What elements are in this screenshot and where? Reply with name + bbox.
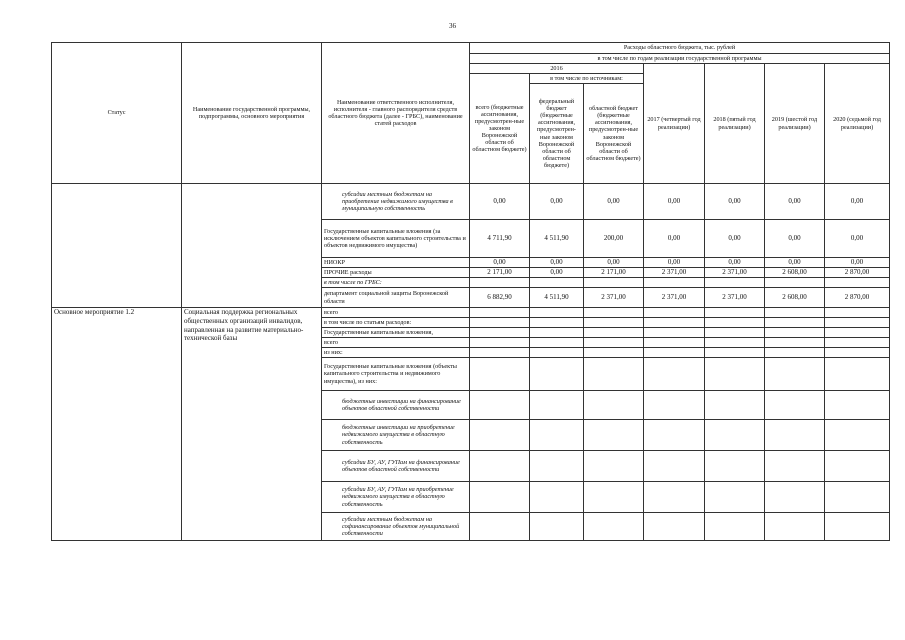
empty-cell <box>530 278 584 288</box>
value-cell: 2 171,00 <box>470 268 530 278</box>
header-2018: 2018 (пятый год реализации) <box>705 64 765 184</box>
section-item: всего <box>322 308 470 318</box>
value-cell: 0,00 <box>530 268 584 278</box>
value-cell: 2 608,00 <box>765 268 825 278</box>
value-cell: 0,00 <box>705 220 765 258</box>
value-cell: 2 371,00 <box>705 288 765 308</box>
empty-cell <box>470 278 530 288</box>
value-cell: 0,00 <box>825 258 890 268</box>
row-label: НИОКР <box>322 258 470 268</box>
value-cell: 0,00 <box>765 258 825 268</box>
empty-cell <box>644 278 705 288</box>
value-cell: 0,00 <box>644 184 705 220</box>
value-cell: 2 171,00 <box>584 268 644 278</box>
section-item: в том числе по статьям расходов: <box>322 318 470 328</box>
header-expenses: Расходы областного бюджета, тыс. рублей <box>470 43 890 54</box>
value-cell: 0,00 <box>470 258 530 268</box>
value-cell: 0,00 <box>584 258 644 268</box>
value-cell: 0,00 <box>530 258 584 268</box>
value-cell: 0,00 <box>825 220 890 258</box>
row-label: в том числе по ГРБС: <box>322 278 470 288</box>
section-item: субсидии местным бюджетам на софинансирование объектов муниципальной собственности <box>322 513 470 541</box>
row-label: ПРОЧИЕ расходы <box>322 268 470 278</box>
section-item: Государственные капитальные вложения (объекты капитального строительства и недвижимого имущества), из них: <box>322 358 470 391</box>
header-2019: 2019 (шестой год реализации) <box>765 64 825 184</box>
value-cell: 2 870,00 <box>825 268 890 278</box>
value-cell: 0,00 <box>530 184 584 220</box>
value-cell: 4 511,90 <box>530 220 584 258</box>
section-item: бюджетные инвестиции на финансирование объектов областной собственности <box>322 391 470 420</box>
budget-table <box>51 42 890 541</box>
header-total: всего (бюджетные ассигнования, предусмотрен-ные законом Воронежской области об областном бюджете) <box>470 74 530 184</box>
status-cell-empty <box>52 184 182 308</box>
page-number: 36 <box>449 22 456 30</box>
value-cell: 2 608,00 <box>765 288 825 308</box>
row-label: департамент социальной защиты Воронежской области <box>322 288 470 308</box>
value-cell: 2 371,00 <box>644 268 705 278</box>
header-status: Статус <box>52 43 182 184</box>
header-federal: федеральный бюджет (бюджетные ассигнования, предусмотрен-ные законом Воронежской области об областном бюджете) <box>530 84 584 184</box>
header-by-years: в том числе по годам реализации государственной программы <box>470 54 890 64</box>
empty-cell <box>584 278 644 288</box>
empty-cell <box>825 278 890 288</box>
section-item: субсидии БУ, АУ, ГУПам на приобретение недвижимого имущества в областную собственность <box>322 482 470 513</box>
header-regional: областной бюджет (бюджетные ассигнования, предусмотрен-ные законом Воронежской области об областном бюджете) <box>584 84 644 184</box>
header-responsible: Наименование ответственного исполнителя, исполнителя - главного распорядителя средств областного бюджета (далее - ГРБС), наименование статей расходов <box>322 43 470 184</box>
value-cell: 0,00 <box>765 184 825 220</box>
value-cell: 2 371,00 <box>705 268 765 278</box>
section-item: Государственные капитальные вложения, <box>322 328 470 338</box>
empty-cell <box>765 278 825 288</box>
header-2020: 2020 (седьмой год реализации) <box>825 64 890 184</box>
value-cell: 0,00 <box>825 184 890 220</box>
section-item: субсидии БУ, АУ, ГУПам на финансирование объектов областной собственности <box>322 451 470 482</box>
section-status: Основное мероприятие 1.2 <box>52 308 182 541</box>
value-cell: 0,00 <box>644 220 705 258</box>
value-cell: 0,00 <box>584 184 644 220</box>
empty-cell <box>705 278 765 288</box>
header-year-2016: 2016 <box>470 64 644 74</box>
value-cell: 4 711,90 <box>470 220 530 258</box>
value-cell: 2 371,00 <box>584 288 644 308</box>
value-cell: 6 882,90 <box>470 288 530 308</box>
section-item: бюджетные инвестиции на приобретение недвижимого имущества в областную собственность <box>322 420 470 451</box>
value-cell: 0,00 <box>705 258 765 268</box>
value-cell: 0,00 <box>705 184 765 220</box>
value-cell: 0,00 <box>470 184 530 220</box>
row-label: Государственные капитальные вложения (за исключением объектов капитального строительства и объектов недвижимого имущества) <box>322 220 470 258</box>
header-2017: 2017 (четвертый год реализации) <box>644 64 705 184</box>
value-cell: 2 371,00 <box>644 288 705 308</box>
header-incl-sources: в том числе по источникам: <box>530 74 644 84</box>
header-program: Наименование государственной программы, подпрограммы, основного мероприятия <box>182 43 322 184</box>
value-cell: 200,00 <box>584 220 644 258</box>
value-cell: 0,00 <box>765 220 825 258</box>
program-cell-empty <box>182 184 322 308</box>
row-label: субсидии местным бюджетам на приобретение недвижимого имущества в муниципальную собственность <box>322 184 470 220</box>
value-cell: 4 511,90 <box>530 288 584 308</box>
section-item: из них: <box>322 348 470 358</box>
section-item: всего <box>322 338 470 348</box>
value-cell: 0,00 <box>644 258 705 268</box>
value-cell: 2 870,00 <box>825 288 890 308</box>
section-name: Социальная поддержка региональных общественных организаций инвалидов, направленная на развитие материально-технической базы <box>182 308 322 541</box>
